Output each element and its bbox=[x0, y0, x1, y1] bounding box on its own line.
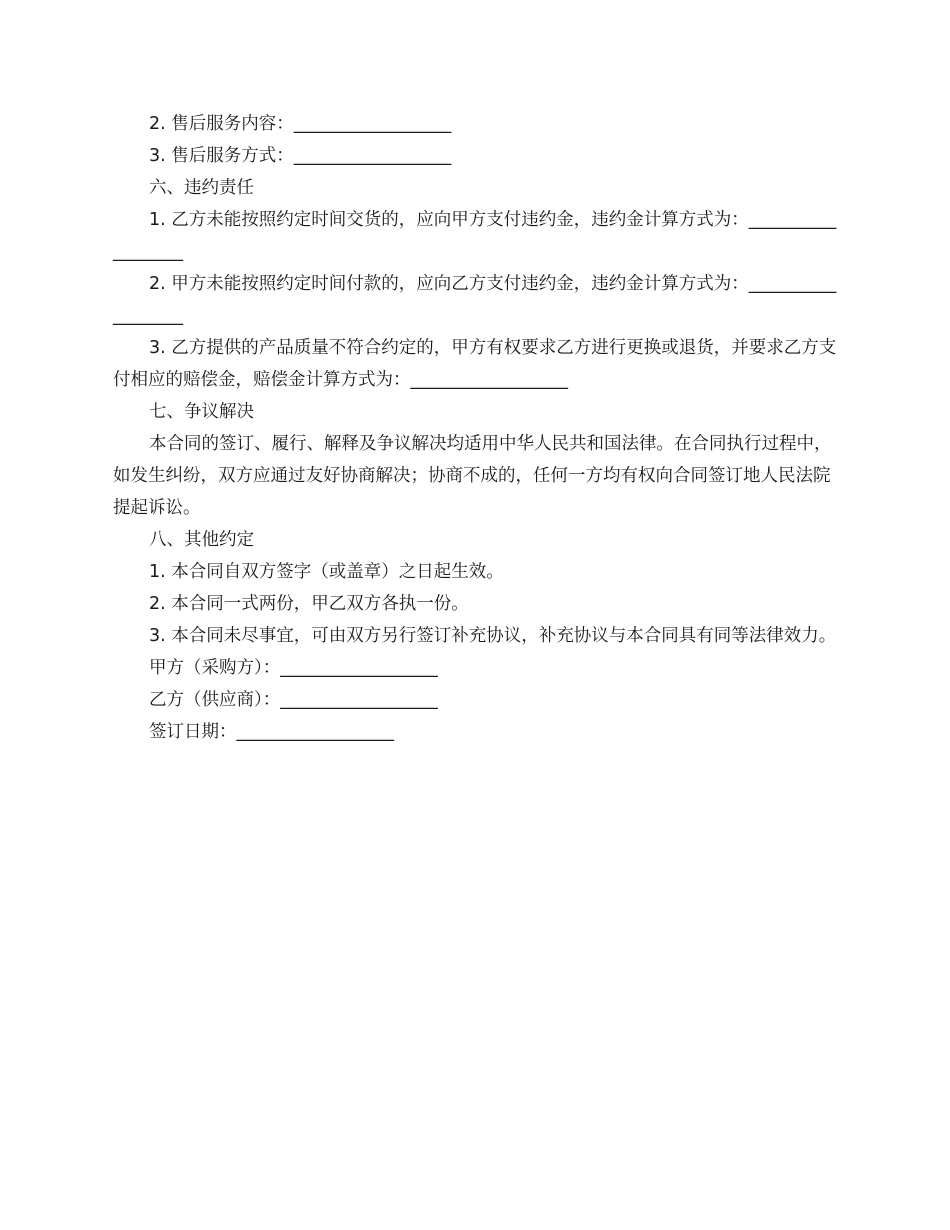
other-clause-3: 3. 本合同未尽事宜，可由双方另行签订补充协议，补充协议与本合同具有同等法律效力。 bbox=[149, 626, 837, 646]
party-b-signature-line: 乙方（供应商）：__________________ bbox=[149, 690, 438, 710]
other-clause-1: 1. 本合同自双方签字（或盖章）之日起生效。 bbox=[149, 562, 504, 582]
signing-date-line: 签订日期：__________________ bbox=[149, 722, 394, 742]
section-heading-other: 八、其他约定 bbox=[149, 530, 254, 550]
after-sales-method-line: 3. 售后服务方式：__________________ bbox=[149, 146, 452, 166]
after-sales-content-line: 2. 售后服务内容：__________________ bbox=[149, 114, 452, 134]
section-heading-dispute: 七、争议解决 bbox=[149, 402, 254, 422]
party-a-signature-line: 甲方（采购方）：__________________ bbox=[149, 658, 438, 678]
breach-clause-3: 3. 乙方提供的产品质量不符合约定的，甲方有权要求乙方进行更换或退货，并要求乙方支付相应的赔偿金，赔偿金计算方式为：__________________ bbox=[113, 338, 837, 390]
breach-clause-1: 1. 乙方未能按照约定时间交货的，应向甲方支付违约金，违约金计算方式为：__________________ bbox=[113, 210, 837, 262]
other-clause-2: 2. 本合同一式两份，甲乙双方各执一份。 bbox=[149, 594, 469, 614]
dispute-clause: 本合同的签订、履行、解释及争议解决均适用中华人民共和国法律。在合同执行过程中，如发生纠纷，双方应通过友好协商解决；协商不成的，任何一方均有权向合同签订地人民法院提起诉讼。 bbox=[113, 434, 832, 518]
section-heading-breach: 六、违约责任 bbox=[149, 178, 254, 198]
breach-clause-2: 2. 甲方未能按照约定时间付款的，应向乙方支付违约金，违约金计算方式为：__________________ bbox=[113, 274, 837, 326]
document-page bbox=[113, 108, 843, 748]
